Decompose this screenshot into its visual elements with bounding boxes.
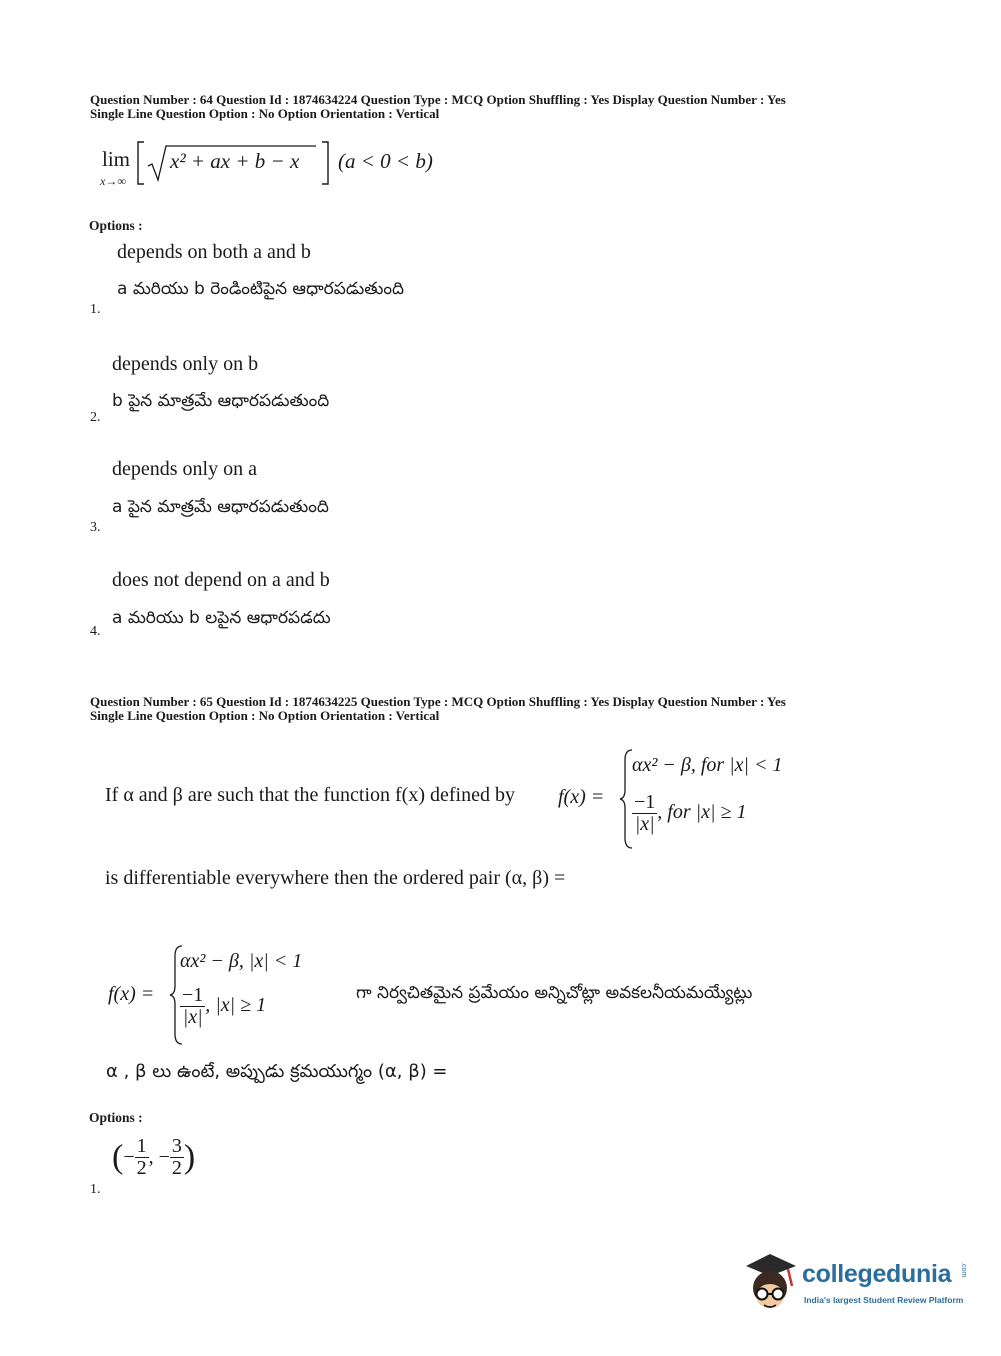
q65-te-definition: గా నిర్వచితమైన ప్రమేయం అన్నిచోట్లా అవకలనీయమయ్యేట్లు [356, 983, 753, 1003]
logo-tagline: India's largest Student Review Platform [804, 1295, 964, 1305]
logo-wordmark: collegedunia [802, 1260, 952, 1288]
q65-case1: αx² − β, for |x| < 1 [632, 754, 783, 776]
q64-option-1-number: 1. [90, 302, 101, 317]
q64-option-1-en: depends on both a and b [117, 241, 311, 263]
limit-symbol: lim [102, 147, 131, 171]
q64-options-label: Options : [89, 218, 143, 233]
te-case2-denominator: |x| [182, 1006, 203, 1028]
q65-option-1-number: 1. [90, 1182, 101, 1197]
q65-te-fx: f(x) = [108, 983, 155, 1005]
q64-option-2-en: depends only on b [112, 353, 259, 375]
option1-den1: 2 [136, 1157, 147, 1179]
case2-rest: , for |x| ≥ 1 [657, 801, 747, 824]
q65-en-fx: f(x) = [558, 786, 605, 808]
q64-option-4-en: does not depend on a and b [112, 569, 330, 591]
q64-option-3-number: 3. [90, 520, 101, 535]
limit-body: x² + ax + b − x [170, 149, 300, 173]
q64-option-2-te: b పైన మాత్రమే ఆధారపడుతుంది [112, 391, 330, 411]
limit-condition: (a < 0 < b) [338, 149, 433, 173]
q65-meta-line2: Single Line Question Option : No Option Orientation : Vertical [90, 708, 440, 723]
q65-meta-line1: Question Number : 65 Question Id : 1874634225 Question Type : MCQ Option Shuffling : Yes Display Question Number : Yes [90, 694, 786, 709]
q64-option-2-number: 2. [90, 410, 101, 425]
q65-options-label: Options : [89, 1110, 143, 1125]
option1-num1: 1 [136, 1135, 147, 1157]
q64-meta-line2: Single Line Question Option : No Option Orientation : Vertical [90, 106, 440, 121]
case2-numerator: −1 [634, 791, 656, 813]
q65-en-tail: is differentiable everywhere then the ordered pair (α, β) = [105, 867, 566, 889]
q65-te-case2 [180, 985, 266, 1028]
q64-option-4-number: 4. [90, 624, 101, 639]
case2-denominator: |x| [634, 813, 655, 835]
te-case2-numerator: −1 [182, 984, 204, 1006]
q64-option-4-te: a మరియు b లపైన ఆధారపడదు [112, 608, 331, 628]
option1-num2: 3 [171, 1135, 182, 1157]
limit-subscript: x→∞ [100, 174, 126, 188]
q64-option-3-te: a పైన మాత్రమే ఆధారపడుతుంది [112, 497, 329, 517]
option1-den2: 2 [171, 1157, 182, 1179]
q65-te-case1: αx² − β, |x| < 1 [180, 950, 303, 972]
q64-option-3-en: depends only on a [112, 458, 257, 480]
q65-en-intro: If α and β are such that the function f(x) defined by [105, 784, 515, 806]
q65-option-1: (− $\frac{1}{2}$ , − $\frac{3}{2}$ ) [112, 1135, 196, 1179]
q65-case2 [632, 792, 746, 835]
q65-te-tail: α , β లు ఉంటే, అప్పుడు క్రమయుగ్మం (α, β) = [106, 1061, 448, 1082]
q64-option-1-te: a మరియు b రెండింటిపైన ఆధారపడుతుంది [117, 279, 405, 299]
logo-com: .com [960, 1262, 967, 1278]
q64-meta-line1: Question Number : 64 Question Id : 1874634224 Question Type : MCQ Option Shuffling : Yes Display Question Number : Yes [90, 92, 786, 107]
mascot-icon [740, 1250, 802, 1316]
collegedunia-logo[interactable] [740, 1250, 970, 1320]
te-case2-rest: , |x| ≥ 1 [205, 994, 267, 1017]
